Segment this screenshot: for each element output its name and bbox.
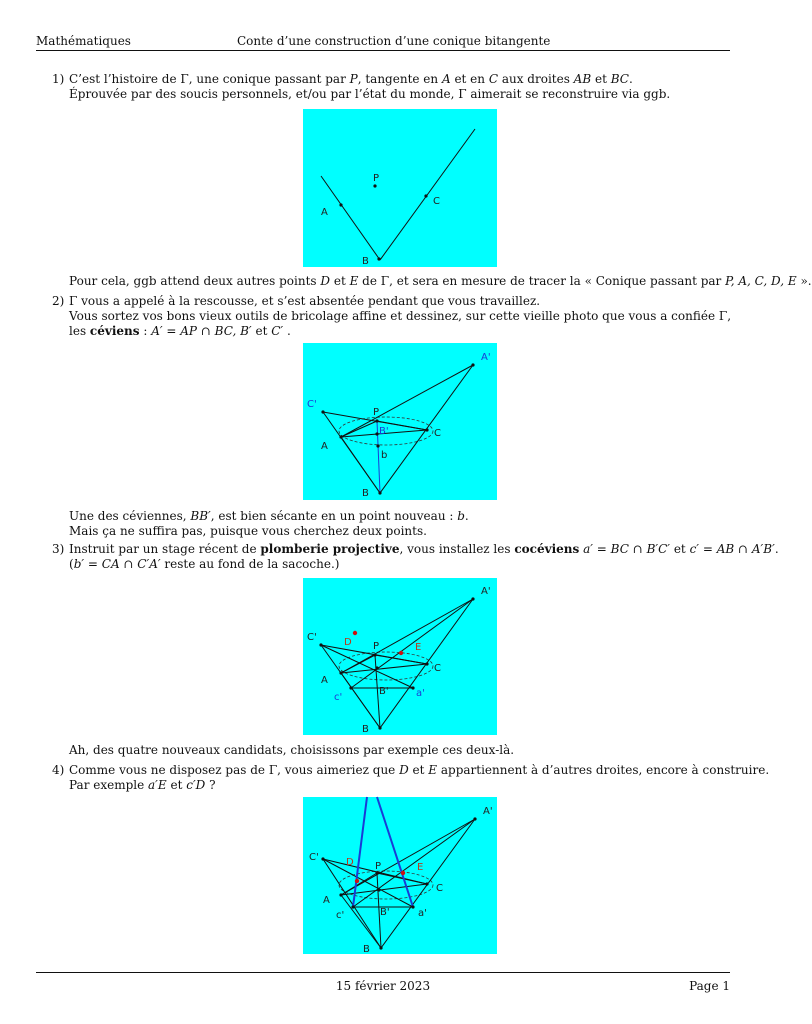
item-number: 4) (52, 763, 65, 777)
label-B: B (362, 724, 369, 735)
item-3 (36, 542, 779, 572)
label-c-prime: c' (334, 692, 343, 703)
header-subject: Mathématiques (36, 34, 131, 48)
label-B-prime: B' (379, 686, 389, 697)
label-C: C (436, 883, 443, 894)
label-P: P (375, 861, 382, 872)
label-A: A (321, 675, 328, 686)
label-A: A (323, 895, 330, 906)
figure-4 (303, 797, 497, 954)
label-C: C (434, 663, 441, 674)
label-B: B (362, 488, 369, 499)
label-P: P (373, 641, 380, 652)
label-D: D (344, 637, 352, 648)
label-C: C (433, 196, 440, 207)
item-2 (36, 294, 736, 339)
label-A: A (321, 207, 328, 218)
label-P: P (373, 407, 380, 418)
label-A-prime: A' (481, 352, 491, 363)
label-a-prime: a' (416, 688, 425, 699)
label-C-prime: C' (307, 399, 317, 410)
paragraph-after-3: Ah, des quatre nouveaux candidats, choisissons par exemple ces deux-là. (69, 743, 515, 757)
item-4-line-2: Par exemple a′E et c′D ? (69, 778, 216, 792)
figure-2-svg (303, 343, 497, 500)
footer-page-number: Page 1 (689, 979, 730, 993)
figure-4-svg (303, 797, 497, 954)
footer-date: 15 février 2023 (335, 979, 431, 993)
figure-3 (303, 578, 497, 735)
label-A: A (321, 441, 328, 452)
figure-1-svg (303, 109, 497, 267)
figure-1 (303, 109, 497, 267)
label-a-prime: a' (418, 908, 427, 919)
item-4-line-1: Comme vous ne disposez pas de Γ, vous aimeriez que D et E appartiennent à d’autres droites, encore à construire. (69, 763, 770, 777)
label-C: C (434, 428, 441, 439)
item-number: 3) (52, 542, 65, 556)
figure-2 (303, 343, 497, 500)
item-4 (36, 763, 770, 793)
item-2-line-1: Γ vous a appelé à la rescousse, et s’est absentée pendant que vous travaillez. (69, 294, 541, 308)
item-1 (36, 72, 736, 102)
figure-3-svg (303, 578, 497, 735)
label-B: B (363, 944, 370, 955)
label-A-prime: A' (481, 586, 491, 597)
label-E: E (415, 642, 422, 653)
label-A-prime: A' (483, 806, 493, 817)
paragraph-after-2: Une des céviennes, BB′, est bien sécante en un point nouveau : b. Mais ça ne suffira pas, puisque vous cherchez deux points. (69, 509, 469, 538)
item-number: 1) (52, 72, 65, 86)
label-E: E (417, 862, 424, 873)
label-C-prime: C' (309, 852, 319, 863)
page-header (36, 34, 730, 51)
item-1-line-1: C’est l’histoire de Γ, une conique passant par P, tangente en A et en C aux droites AB et BC. (69, 72, 633, 86)
item-3-line-1: Instruit par un stage récent de plomberie projective, vous installez les cocéviens a′ = BC ∩ B′C′ et c′ = AB ∩ A′B′. (69, 542, 779, 556)
item-number: 2) (52, 294, 65, 308)
label-P: P (373, 173, 380, 184)
label-B-prime: B' (379, 426, 389, 437)
item-2-line-2: Vous sortez vos bons vieux outils de bricolage affine et dessinez, sur cette vieille photo que vous a confiée Γ, (69, 309, 732, 323)
item-2-line-3: les céviens : A′ = AP ∩ BC, B′ et C′ . (69, 324, 291, 338)
page-footer (36, 972, 730, 999)
label-B: B (362, 256, 369, 267)
header-title: Conte d’une construction d’une conique bitangente (237, 34, 551, 48)
item-1-line-2: Éprouvée par des soucis personnels, et/ou par l’état du monde, Γ aimerait se reconstruire via ggb. (69, 87, 671, 101)
item-3-line-2: (b′ = CA ∩ C′A′ reste au fond de la sacoche.) (69, 557, 340, 571)
label-D: D (346, 857, 354, 868)
label-c-prime: c' (336, 910, 345, 921)
label-B-prime: B' (380, 907, 390, 918)
label-C-prime: C' (307, 632, 317, 643)
paragraph-after-1: Pour cela, ggb attend deux autres points D et E de Γ, et sera en mesure de tracer la « Conique passant par P, A, C, D, E ». (69, 274, 812, 288)
label-b: b (381, 450, 388, 461)
